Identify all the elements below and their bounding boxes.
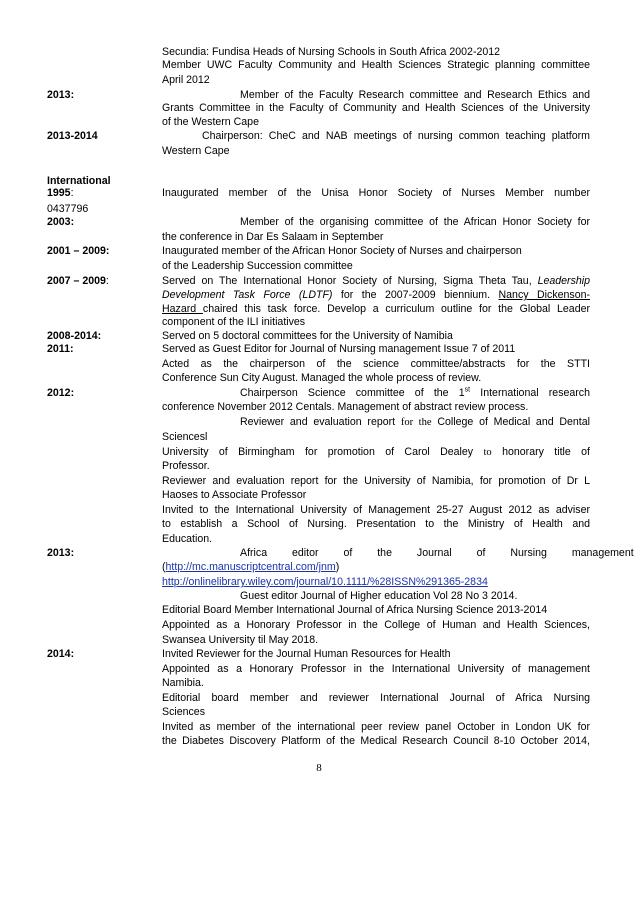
entry-line: of the Western Cape: [162, 116, 259, 128]
entry-line: Sciences: [162, 706, 205, 718]
journal-link-manuscriptcentral[interactable]: http://mc.manuscriptcentral.com/jnm: [165, 561, 336, 573]
entry-line: Acted as the chairperson of the science committee/abstracts for the STTI: [162, 358, 590, 370]
entry-line: Served on 5 doctoral committees for the University of Namibia: [162, 330, 453, 342]
entry-line: Editorial board member and reviewer International Journal of Africa Nursing: [162, 692, 590, 704]
entry-line: Served on The International Honor Society of Nursing, Sigma Theta Tau, Leadership: [162, 275, 590, 287]
entry-line: Inaugurated member of the Unisa Honor Society of Nurses Member number: [162, 187, 590, 199]
entry-line: of the Leadership Succession committee: [162, 260, 353, 272]
entry-line: Inaugurated member of the African Honor Society of Nurses and chairperson: [162, 245, 522, 257]
entry-line: Member of the organising committee of the African Honor Society for: [240, 216, 590, 228]
entry-line: Education.: [162, 533, 213, 545]
entry-line: Reviewer and evaluation report for the University of Namibia, for promotion of Dr L: [162, 475, 590, 487]
year-label-2008-2014: 2008-2014:: [47, 330, 102, 342]
page-number: 8: [316, 762, 322, 774]
entry-line: Served as Guest Editor for Journal of Nursing management Issue 7 of 2011: [162, 343, 516, 355]
entry-line: Chairperson Science committee of the 1st International research: [240, 386, 590, 399]
entry-line: Guest editor Journal of Higher education Vol 28 No 3 2014.: [240, 590, 518, 602]
entry-line: April 2012: [162, 74, 210, 86]
year-label-2003: 2003:: [47, 216, 75, 228]
section-heading-international: International: [47, 175, 111, 187]
entry-line: Chairperson: CheC and NAB meetings of nursing common teaching platform: [202, 130, 590, 142]
entry-line: to establish a School of Nursing. Presentation to the Ministry of Health and: [162, 518, 590, 530]
year-label-2013-2014: 2013-2014: [47, 130, 98, 142]
entry-line: the Diabetes Discovery Platform of the Medical Research Council 8-10 October 2014,: [162, 735, 590, 747]
entry-line: Editorial Board Member International Journal of Africa Nursing Science 2013-2014: [162, 604, 548, 616]
entry-line: Invited as member of the international peer review panel October in London UK for: [162, 721, 590, 733]
entry-line: (http://mc.manuscriptcentral.com/jnm): [162, 561, 340, 573]
entry-line: Reviewer and evaluation report for the College of Medical and Dental: [240, 416, 590, 428]
entry-line: Africa editor of the Journal of Nursing management: [240, 547, 634, 559]
journal-link-wiley[interactable]: http://onlinelibrary.wiley.com/journal/10.1111/%28ISSN%291365-2834: [162, 576, 488, 588]
entry-line: Member of the Faculty Research committee and Research Ethics and: [240, 89, 590, 101]
entry-line: Western Cape: [162, 145, 230, 157]
year-label-2001-2009: 2001 – 2009:: [47, 245, 110, 257]
year-label-2007-2009: 2007 – 2009:: [47, 275, 109, 287]
year-label-2013-second: 2013:: [47, 547, 75, 559]
entry-line: Secundia: Fundisa Heads of Nursing Schools in South Africa 2002-2012: [162, 46, 501, 58]
entry-line: Appointed as a Honorary Professor in the College of Human and Health Sciences,: [162, 619, 590, 631]
year-label-2013: 2013:: [47, 89, 75, 101]
entry-line: Conference Sun City August. Managed the whole process of review.: [162, 372, 482, 384]
member-number: 0437796: [47, 203, 89, 215]
year-label-2012: 2012:: [47, 387, 75, 399]
entry-line: [162, 576, 590, 589]
entry-line: Namibia.: [162, 677, 204, 689]
entry-line: Haoses to Associate Professor: [162, 489, 307, 501]
year-label-1995: 1995:: [47, 187, 74, 199]
entry-line: component of the ILI initiatives: [162, 316, 306, 328]
entry-line: Invited Reviewer for the Journal Human Resources for Health: [162, 648, 451, 660]
entry-line: Sciencesl: [162, 431, 208, 443]
entry-line: the conference in Dar Es Salaam in September: [162, 231, 384, 243]
entry-line: Development Task Force (LDTF) for the 2007-2009 biennium. Nancy Dickenson-: [162, 289, 591, 301]
entry-line: Hazard chaired this task force. Develop a curriculum outline for the Global Leader: [162, 303, 591, 315]
entry-line: Member UWC Faculty Community and Health Sciences Strategic planning committee: [162, 59, 590, 71]
entry-line: Appointed as a Honorary Professor in the International University of management: [162, 663, 590, 675]
entry-line: Invited to the International University of Management 25-27 August 2012 as adviser: [162, 504, 590, 516]
entry-line: Professor.: [162, 460, 210, 472]
entry-line: University of Birmingham for promotion of Carol Dealey to honorary title of: [162, 446, 590, 458]
year-label-2014: 2014:: [47, 648, 75, 660]
year-label-2011: 2011:: [47, 343, 74, 355]
entry-line: conference November 2012 Centals. Management of abstract review process.: [162, 401, 529, 413]
entry-line: Swansea University til May 2018.: [162, 634, 319, 646]
entry-line: Grants Committee in the Faculty of Community and Health Sciences of the University: [162, 102, 590, 114]
